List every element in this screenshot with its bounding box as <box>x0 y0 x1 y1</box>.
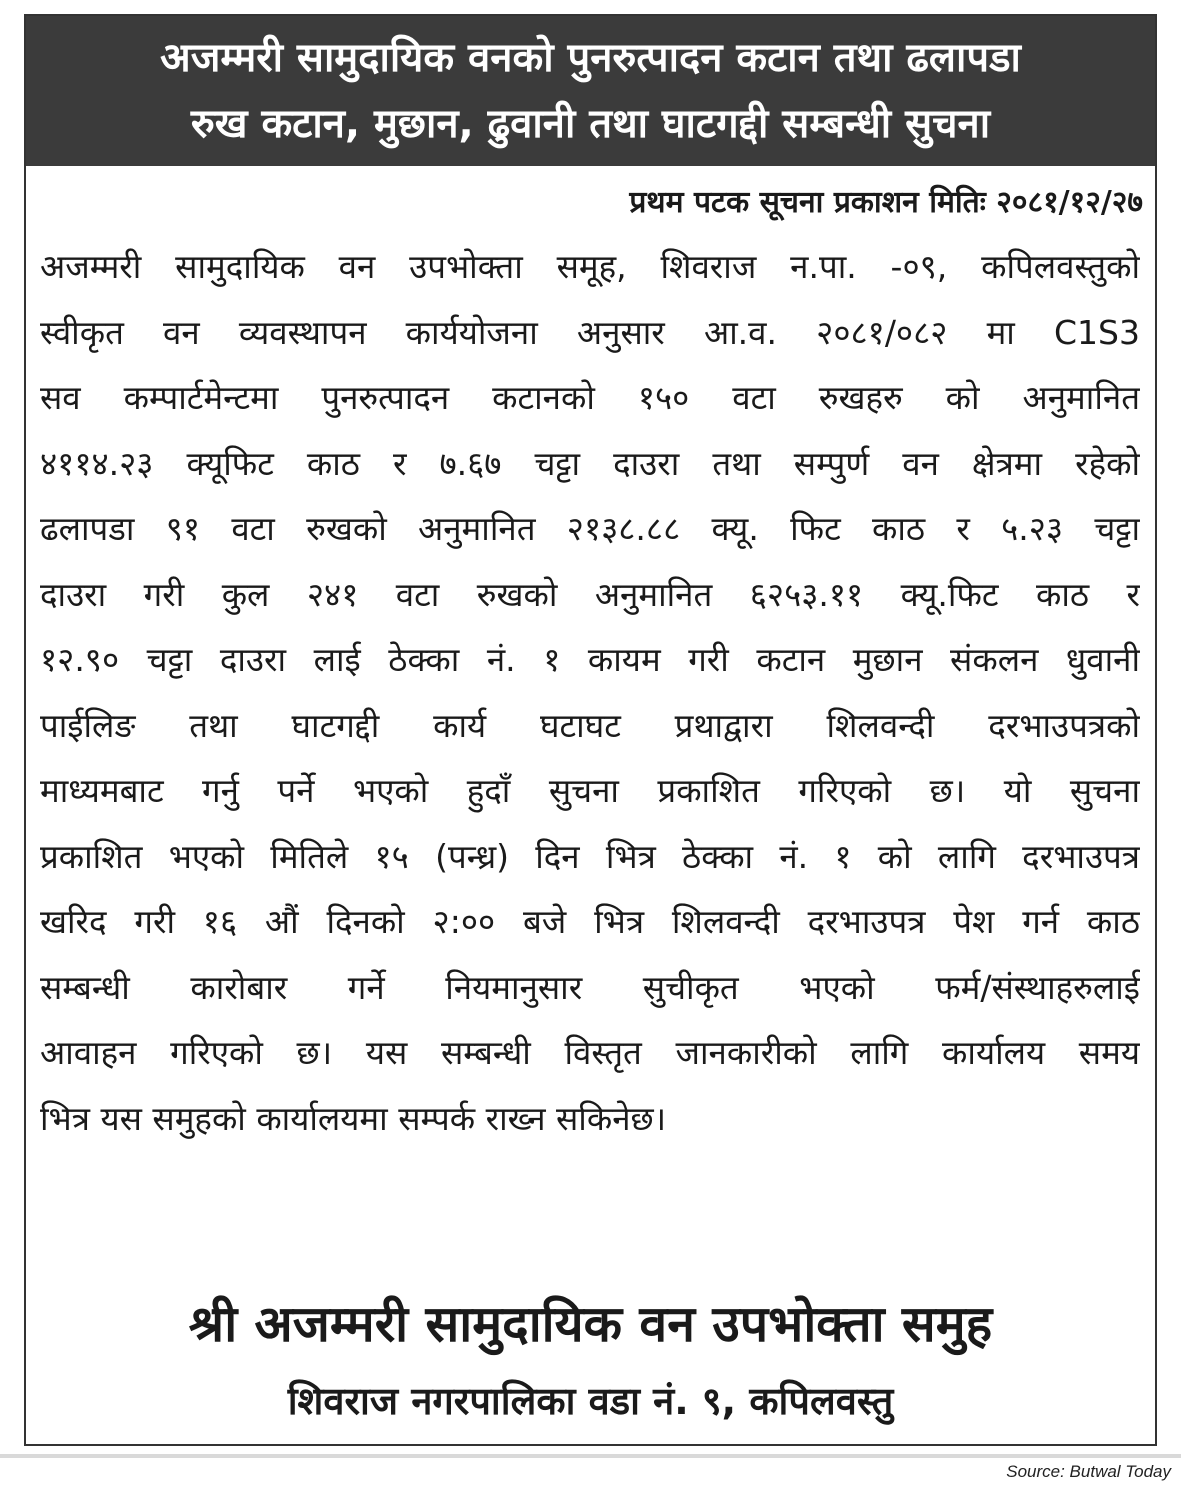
organization-address: शिवराज नगरपालिका वडा नं. ९, कपिलवस्तु <box>287 1379 894 1423</box>
header-title-line-1: अजम्मरी सामुदायिक वनको पुनरुत्पादन कटान तथा ढलापडा <box>160 35 1021 81</box>
body-line: दाउरा गरी कुल २४१ वटा रुखको अनुमानित ६२५३.११ क्यू.फिट काठ र <box>40 574 1140 614</box>
body-line: खरिद गरी १६ औं दिनको २:०० बजे भित्र शिलवन्दी दरभाउपत्र पेश गर्न काठ <box>40 902 1140 941</box>
body-line: अजम्मरी सामुदायिक वन उपभोक्ता समूह, शिवराज न.पा. -०९, कपिलवस्तुको <box>40 247 1140 286</box>
organization-name: श्री अजम्मरी सामुदायिक वन उपभोक्ता समुह <box>188 1295 993 1353</box>
body-line: पाईलिङ तथा घाटगद्दी कार्य घटाघट प्रथाद्वारा शिलवन्दी दरभाउपत्रको <box>40 705 1140 745</box>
notice-body <box>40 234 1140 1151</box>
publication-date: प्रथम पटक सूचना प्रकाशन मितिः २०८१/१२/२७ <box>629 185 1143 220</box>
body-line: भित्र यस समुहको कार्यालयमा सम्पर्क राख्न सकिनेछ। <box>40 1098 667 1138</box>
body-line: सम्बन्धी कारोबार गर्ने नियमानुसार सुचीकृत भएको फर्म/संस्थाहरुलाई <box>40 967 1140 1007</box>
body-line: सव कम्पार्टमेन्टमा पुनरुत्पादन कटानको १५० वटा रुखहरु को अनुमानित <box>40 378 1140 417</box>
body-line: आवाहन गरिएको छ। यस सम्बन्धी विस्तृत जानकारीको लागि कार्यालय समय <box>40 1033 1140 1072</box>
body-line: स्वीकृत वन व्यवस्थापन कार्ययोजना अनुसार आ.व. २०८१/०८२ मा C1S3 <box>40 312 1140 352</box>
body-line: प्रकाशित भएको मितिले १५ (पन्ध्र) दिन भित्र ठेक्का नं. १ को लागि दरभाउपत्र <box>40 836 1140 876</box>
body-line: माध्यमबाट गर्नु पर्ने भएको हुदाँ सुचना प्रकाशित गरिएको छ। यो सुचना <box>40 771 1140 810</box>
source-credit: Source: Butwal Today <box>1006 1462 1171 1481</box>
body-line: ढलापडा ९१ वटा रुखको अनुमानित २१३८.८८ क्यू. फिट काठ र ५.२३ चट्टा <box>40 509 1140 548</box>
notice-frame <box>24 14 1157 1446</box>
bottom-divider <box>0 1454 1181 1458</box>
header-title-line-2: रुख कटान, मुछान, ढुवानी तथा घाटगद्दी सम्बन्धी सुचना <box>190 101 991 147</box>
body-line: १२.९० चट्टा दाउरा लाई ठेक्का नं. १ कायम गरी कटान मुछान संकलन धुवानी <box>40 640 1140 679</box>
body-line: ४११४.२३ क्यूफिट काठ र ७.६७ चट्टा दाउरा तथा सम्पुर्ण वन क्षेत्रमा रहेको <box>40 443 1140 483</box>
notice-header <box>26 16 1155 166</box>
